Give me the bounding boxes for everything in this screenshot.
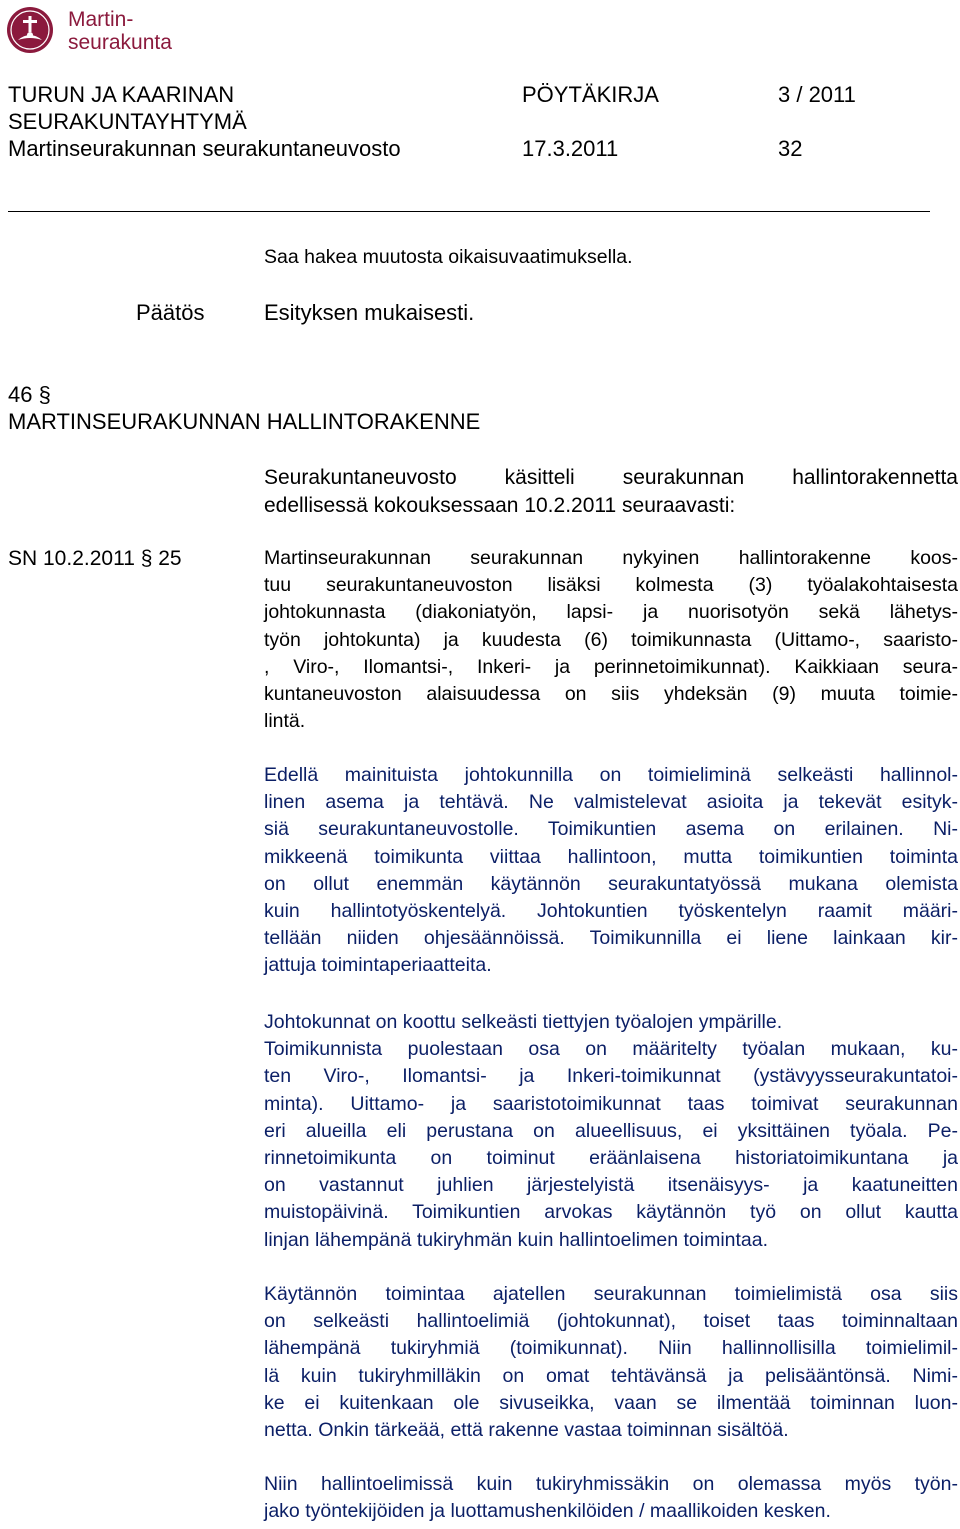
paragraph-line: Niin hallintoelimissä kuin tukiryhmissäkin on olemassa myös työn- xyxy=(264,1473,958,1495)
page-number: 32 xyxy=(778,136,803,161)
paragraph-line: linjan lähempänä tukiryhmän kuin hallintoelimen toimintaa. xyxy=(264,1228,769,1251)
intro-paragraph xyxy=(264,464,958,520)
paragraph-line: , Viro-, Ilomantsi-, Inkeri- ja perinnetoimikunnat). Kaikkiaan seura- xyxy=(264,655,958,678)
appeal-text: Saa hakea muutosta oikaisuvaatimuksella. xyxy=(264,246,633,268)
paragraph-line: rinnetoimikunta on toiminut eräänlaisena historiatoimikuntana ja xyxy=(264,1147,958,1170)
logo-line2: seurakunta xyxy=(68,31,172,54)
logo xyxy=(6,4,206,56)
meeting-date: 17.3.2011 xyxy=(522,136,619,161)
logo-wordmark xyxy=(68,8,172,54)
decision-label: Päätös xyxy=(136,300,205,325)
paragraph-line: jako työntekijöiden ja luottamushenkilöiden / maallikoiden kesken. xyxy=(264,1500,831,1523)
body-name: Martinseurakunnan seurakuntaneuvosto xyxy=(8,136,401,161)
logo-line1: Martin- xyxy=(68,8,134,31)
paragraph-line: lintä. xyxy=(264,710,306,733)
decision-text: Esityksen mukaisesti. xyxy=(264,300,475,325)
intro-line: Seurakuntaneuvosto käsitteli seurakunnan hallintorakennetta xyxy=(264,466,958,489)
section-title: MARTINSEURAKUNNAN HALLINTORAKENNE xyxy=(8,409,481,434)
paragraph-1 xyxy=(264,545,958,735)
paragraph-line: johtokunnasta (diakoniatyön, lapsi- ja nuorisotyön sekä lähetys- xyxy=(264,601,958,624)
header-divider xyxy=(8,211,930,212)
paragraph-line: on vastannut juhlien järjestelyistä itsenäisyys- ja kaatuneitten xyxy=(264,1174,958,1197)
paragraph-line: kuin hallintotyöskentelyä. Johtokuntien työskentelyn raamit määri- xyxy=(264,900,958,923)
paragraph-3 xyxy=(264,1009,958,1254)
paragraph-line: on ollut enemmän käytännön seurakuntatyössä mukana olemista xyxy=(264,872,958,895)
paragraph-4 xyxy=(264,1281,958,1444)
paragraph-line: lähempänä tukiryhmiä (toimikunnat). Niin hallinnollisilla toimielimil- xyxy=(264,1337,958,1360)
intro-line: edellisessä kokouksessaan 10.2.2011 seuraavasti: xyxy=(264,494,736,517)
church-seal-icon xyxy=(6,4,58,56)
reference-label: SN 10.2.2011 § 25 xyxy=(8,547,182,570)
paragraph-line: Martinseurakunnan seurakunnan nykyinen hallintorakenne koos- xyxy=(264,547,958,569)
org-line1: TURUN JA KAARINAN xyxy=(8,82,235,107)
paragraph-line: minta). Uittamo- ja saaristotoimikunnat taas toimivat seurakunnan xyxy=(264,1092,958,1115)
paragraph-line: työn johtokunta) ja kuudesta (6) toimikunnasta (Uittamo-, saaristo- xyxy=(264,628,958,651)
paragraph-line: tellään niiden ohjesäännöissä. Toimikunnilla ei liene lainkaan kir- xyxy=(264,927,958,950)
paragraph-line: mikkeenä toimikunta viittaa hallintoon, mutta toimikuntien toiminta xyxy=(264,845,958,868)
paragraph-line: Käytännön toimintaa ajatellen seurakunnan toimielimistä osa siis xyxy=(264,1283,958,1305)
paragraph-2 xyxy=(264,762,958,980)
doc-number: 3 / 2011 xyxy=(778,82,856,107)
paragraph-line: ten Viro-, Ilomantsi- ja Inkeri-toimikunnat (ystävyysseurakuntatoi- xyxy=(264,1065,958,1088)
paragraph-line: jattuja toimintaperiaatteita. xyxy=(264,954,492,977)
paragraph-line: muistopäivinä. Toimikuntien arvokas käytännön työ on ollut kautta xyxy=(264,1201,958,1224)
section-number: 46 § xyxy=(8,382,51,407)
paragraph-line: Edellä mainituista johtokunnilla on toimieliminä selkeästi hallinnol- xyxy=(264,764,958,786)
paragraph-line: Toimikunnista puolestaan osa on määritelty työalan mukaan, ku- xyxy=(264,1038,958,1061)
doc-type: PÖYTÄKIRJA xyxy=(522,82,659,107)
paragraph-line: siä seurakuntaneuvostolle. Toimikuntien asema on erilainen. Ni- xyxy=(264,818,958,841)
paragraph-line: ke ei kuitenkaan ole sivuseikka, vaan se ilmentää toiminnan luon- xyxy=(264,1391,958,1414)
paragraph-line: netta. Onkin tärkeää, että rakenne vastaa toiminnan sisältöä. xyxy=(264,1419,789,1442)
paragraph-line: kuntaneuvoston alaisuudessa on siis yhdeksän (9) muuta toimie- xyxy=(264,683,958,706)
paragraph-line: linen asema ja tehtävä. Ne valmistelevat asioita ja tekevät esityk- xyxy=(264,791,958,814)
paragraph-line: eri alueilla eli perustana on alueellisuus, ei yksittäinen työala. Pe- xyxy=(264,1119,958,1142)
org-line2: SEURAKUNTAYHTYMÄ xyxy=(8,109,247,134)
paragraph-line: Johtokunnat on koottu selkeästi tiettyjen työalojen ympärille. xyxy=(264,1011,783,1033)
paragraph-line: lä kuin tukiryhmilläkin on omat tehtävänsä ja pelisääntönsä. Nimi- xyxy=(264,1364,958,1387)
paragraph-line: on selkeästi hallintoelimiä (johtokunnat), toiset taas toiminnaltaan xyxy=(264,1310,958,1333)
paragraph-line: tuu seurakuntaneuvoston lisäksi kolmesta (3) työalakohtaisesta xyxy=(264,574,958,597)
paragraph-5 xyxy=(264,1471,958,1525)
